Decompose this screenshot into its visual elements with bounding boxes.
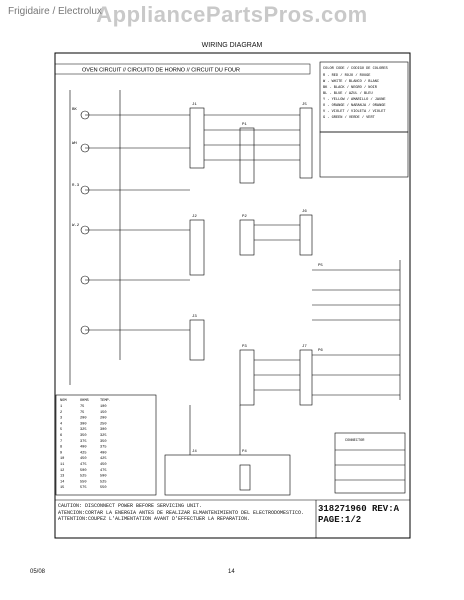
wire-label: P4: [242, 450, 247, 454]
table-cell: 75: [80, 405, 85, 409]
table-header-cell: TEMP.: [100, 399, 111, 403]
wire-label: P2: [242, 215, 247, 219]
table-header-cell: OHMS: [80, 399, 89, 403]
wire-label: BK: [72, 108, 77, 112]
table-cell: 450: [100, 463, 107, 467]
watermark: AppliancePartsPros.com: [96, 2, 368, 27]
wire-label: P3: [242, 345, 247, 349]
wire-label: J2: [192, 215, 197, 219]
table-cell: 425: [100, 457, 107, 462]
table-cell: 200: [100, 416, 107, 421]
table-cell: 525: [100, 480, 107, 485]
table-cell: 8: [60, 445, 63, 450]
wire-label: R-3: [72, 184, 80, 188]
part-number: 318271960 REV:A: [318, 504, 400, 514]
table-cell: 400: [80, 445, 87, 450]
table-cell: 100: [100, 405, 107, 409]
wire-label: J3: [192, 315, 197, 319]
table-cell: 450: [80, 457, 87, 462]
table-cell: 375: [80, 439, 87, 444]
table-cell: 475: [100, 468, 107, 473]
table-cell: 2: [60, 410, 63, 415]
table-cell: 12: [60, 468, 65, 473]
table-cell: 14: [60, 480, 65, 485]
table-cell: 475: [80, 463, 87, 467]
table-header-cell: NOM: [60, 399, 67, 403]
table-cell: 325: [80, 428, 87, 433]
legend-line: R - RED / ROJO / ROUGE: [323, 74, 371, 78]
table-cell: 550: [100, 486, 107, 491]
table-cell: 7: [60, 439, 63, 444]
table-cell: 300: [100, 428, 107, 433]
circuit-header: OVEN CIRCUIT // CIRCUITO DE HORNO // CIRCUIT DU FOUR: [82, 67, 240, 74]
table-cell: 11: [60, 463, 65, 467]
resistance-table: [60, 399, 111, 490]
table-cell: 375: [100, 445, 107, 450]
table-cell: 300: [80, 422, 87, 427]
page-title: WIRING DIAGRAM: [201, 42, 263, 49]
table-cell: 250: [100, 422, 107, 427]
table-cell: 400: [100, 451, 107, 456]
caution-block: [58, 503, 316, 523]
table-cell: 500: [100, 474, 107, 479]
wire-label: J6: [302, 210, 307, 214]
header-brand: Frigidaire / Electrolux: [8, 6, 102, 17]
table-cell: 75: [80, 410, 85, 415]
wire-label: J5: [302, 103, 307, 107]
table-cell: 575: [80, 486, 87, 491]
legend-line: V - VIOLET / VIOLETA / VIOLET: [323, 110, 386, 114]
page-number: PAGE:1/2: [318, 515, 362, 525]
wire-label: W-2: [72, 224, 80, 228]
caution-line: CAUTION: DISCONNECT POWER BEFORE SERVICING UNIT.: [58, 503, 203, 509]
legend-line: W - WHITE / BLANCO / BLANC: [323, 80, 380, 84]
table-cell: 6: [60, 434, 63, 438]
legend-line: BL - BLUE / AZUL / BLEU: [323, 92, 373, 96]
table-cell: 150: [100, 410, 107, 415]
legend-line: O - ORANGE / NARANJA / ORANGE: [323, 104, 386, 108]
footer-page: 14: [228, 569, 235, 575]
table-cell: 350: [100, 439, 107, 444]
caution-line: ATENCION:CORTAR LA ENERGIA ANTES DE REALIZAR ELMANTENIMIENTO DEL ELECTRODOMESTICO.: [58, 509, 305, 516]
connector-title: CONNECTOR: [345, 439, 365, 443]
table-cell: 425: [80, 451, 87, 456]
caution-line: ATTENTION:COUPEZ L'ALIMENTATION AVANT D'EFFECTUER LA REPARATION.: [58, 516, 251, 522]
table-cell: 350: [80, 434, 87, 438]
legend-line: Y - YELLOW / AMARILLO / JAUNE: [323, 98, 386, 102]
table-cell: 550: [80, 480, 87, 485]
table-cell: 9: [60, 451, 63, 456]
wire-label: WH: [72, 142, 77, 146]
legend-title: COLOR CODE / CODIGO DE COLORES: [323, 67, 388, 71]
table-cell: 13: [60, 474, 65, 479]
part-number-block: [318, 504, 399, 526]
legend-line: BK - BLACK / NEGRO / NOIR: [323, 86, 377, 90]
wire-label: P1: [242, 123, 247, 127]
table-cell: 200: [80, 416, 87, 421]
table-cell: 525: [80, 474, 87, 479]
footer-date: 05/08: [30, 569, 46, 575]
table-cell: 500: [80, 468, 87, 473]
wire-label: P5: [318, 264, 323, 268]
table-cell: 325: [100, 434, 107, 438]
legend-line: G - GREEN / VERDE / VERT: [323, 116, 375, 120]
table-cell: 5: [60, 428, 63, 433]
wire-label: J7: [302, 345, 307, 349]
wire-label: J1: [192, 103, 197, 107]
table-cell: 4: [60, 422, 63, 427]
table-cell: 1: [60, 405, 63, 409]
wire-label: P6: [318, 349, 323, 353]
table-cell: 15: [60, 486, 65, 491]
wire-label: J4: [192, 450, 197, 454]
table-cell: 3: [60, 416, 63, 421]
table-cell: 10: [60, 457, 65, 462]
